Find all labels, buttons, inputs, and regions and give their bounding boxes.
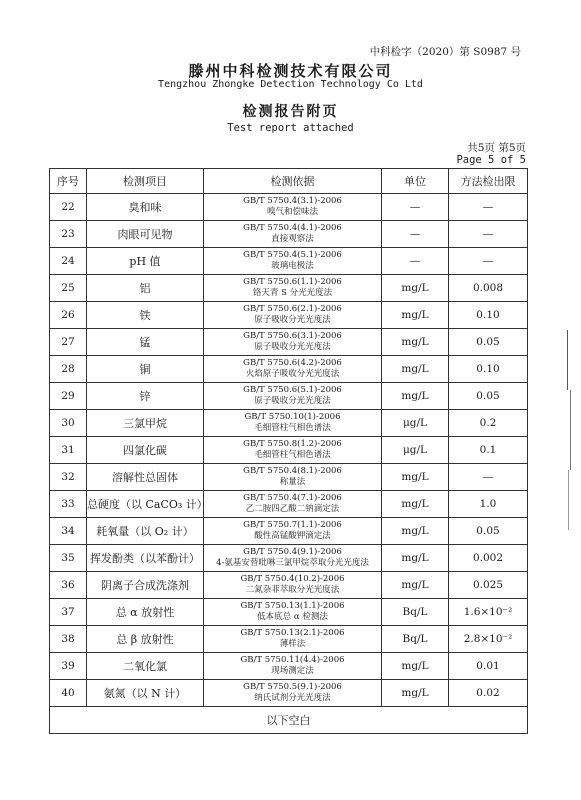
table-row xyxy=(50,248,528,275)
col-header-basis: 检测依据 xyxy=(204,169,382,194)
method-name: 毛细管柱气相色谱法 xyxy=(254,423,331,433)
company-name-en: Tengzhou Zhongke Detection Technology Co Ltd xyxy=(158,79,423,90)
test-basis xyxy=(204,410,382,437)
row-number: 27 xyxy=(50,329,87,356)
test-item: 氨氮（以 N 计） xyxy=(87,680,204,707)
method-name: 低本底总 α 检测法 xyxy=(257,612,328,622)
detection-limit: 0.01 xyxy=(449,653,528,680)
test-item: 挥发酚类（以苯酚计） xyxy=(87,545,204,572)
test-basis xyxy=(204,383,382,410)
row-number: 34 xyxy=(50,518,87,545)
table-body xyxy=(50,194,528,707)
row-number: 25 xyxy=(50,275,87,302)
row-number: 39 xyxy=(50,653,87,680)
table-row xyxy=(50,572,528,599)
detection-limit: 0.05 xyxy=(449,518,528,545)
method-name: 铬天青 S 分光光度法 xyxy=(252,288,333,298)
table-row xyxy=(50,329,528,356)
detection-limit: 1.6×10⁻² xyxy=(449,599,528,626)
row-number: 36 xyxy=(50,572,87,599)
row-number: 31 xyxy=(50,437,87,464)
table-row xyxy=(50,275,528,302)
test-basis xyxy=(204,248,382,275)
detection-limit: 0.05 xyxy=(449,329,528,356)
test-item: 锰 xyxy=(87,329,204,356)
standard-code: GB/T 5750.4(4.1)-2006 xyxy=(243,223,342,233)
unit: μg/L xyxy=(382,410,449,437)
standard-code: GB/T 5750.4(9.1)-2006 xyxy=(243,547,342,557)
unit: mg/L xyxy=(382,329,449,356)
standard-code: GB/T 5750.6(3.1)-2006 xyxy=(243,331,342,341)
test-basis xyxy=(204,680,382,707)
detection-limit: 0.02 xyxy=(449,680,528,707)
unit: mg/L xyxy=(382,518,449,545)
standard-code: GB/T 5750.11(4.4)-2006 xyxy=(240,655,345,665)
unit: mg/L xyxy=(382,275,449,302)
row-number: 35 xyxy=(50,545,87,572)
detection-limit: 0.025 xyxy=(449,572,528,599)
table-row xyxy=(50,437,528,464)
test-item: 铝 xyxy=(87,275,204,302)
table-row xyxy=(50,356,528,383)
test-item: 锌 xyxy=(87,383,204,410)
table-row xyxy=(50,302,528,329)
table-row xyxy=(50,464,528,491)
standard-code: GB/T 5750.13(2.1)-2006 xyxy=(240,628,345,638)
test-basis xyxy=(204,518,382,545)
standard-code: GB/T 5750.8(1.2)-2006 xyxy=(243,439,342,449)
col-header-no: 序号 xyxy=(50,169,87,194)
unit: Bq/L xyxy=(382,599,449,626)
test-item: 肉眼可见物 xyxy=(87,221,204,248)
method-name: 原子吸收分光光度法 xyxy=(254,396,331,406)
test-item: 溶解性总固体 xyxy=(87,464,204,491)
unit: mg/L xyxy=(382,383,449,410)
standard-code: GB/T 5750.7(1.1)-2006 xyxy=(243,520,342,530)
report-title-cn: 检测报告附页 xyxy=(242,104,339,120)
col-header-item: 检测项目 xyxy=(87,169,204,194)
page-indicator-en: Page 5 of 5 xyxy=(456,154,526,166)
test-basis xyxy=(204,275,382,302)
unit: mg/L xyxy=(382,491,449,518)
row-number: 22 xyxy=(50,194,87,221)
row-number: 30 xyxy=(50,410,87,437)
standard-code: GB/T 5750.4(3.1)-2006 xyxy=(243,196,342,206)
detection-limit: 2.8×10⁻² xyxy=(449,626,528,653)
unit: mg/L xyxy=(382,464,449,491)
report-title-en: Test report attached xyxy=(227,122,354,134)
unit: Bq/L xyxy=(382,626,449,653)
detection-limit: 0.2 xyxy=(449,410,528,437)
detection-limit: — xyxy=(449,464,528,491)
test-basis xyxy=(204,302,382,329)
test-item: 总 α 放射性 xyxy=(87,599,204,626)
test-item: 臭和味 xyxy=(87,194,204,221)
test-items-table xyxy=(49,168,528,734)
test-basis xyxy=(204,626,382,653)
table-row xyxy=(50,410,528,437)
test-basis xyxy=(204,194,382,221)
test-basis xyxy=(204,599,382,626)
method-name: 乙二胺四乙酸二钠滴定法 xyxy=(245,504,340,514)
test-item: 总硬度（以 CaCO₃ 计） xyxy=(87,491,204,518)
test-item: 四氯化碳 xyxy=(87,437,204,464)
test-basis xyxy=(204,221,382,248)
method-name: 原子吸收分光光度法 xyxy=(254,315,331,325)
standard-code: GB/T 5750.4(5.1)-2006 xyxy=(243,250,342,260)
standard-code: GB/T 5750.4(8.1)-2006 xyxy=(243,466,342,476)
unit: mg/L xyxy=(382,302,449,329)
unit: mg/L xyxy=(382,653,449,680)
test-item: 三氯甲烷 xyxy=(87,410,204,437)
detection-limit: 0.008 xyxy=(449,275,528,302)
table-row xyxy=(50,599,528,626)
standard-code: GB/T 5750.10(1)-2006 xyxy=(244,412,341,422)
test-item: 阴离子合成洗涤剂 xyxy=(87,572,204,599)
detection-limit: 1.0 xyxy=(449,491,528,518)
row-number: 37 xyxy=(50,599,87,626)
method-name: 嗅气和偿味法 xyxy=(266,207,318,217)
method-name: 玻璃电极法 xyxy=(271,261,314,271)
unit: μg/L xyxy=(382,437,449,464)
seam-stamp xyxy=(561,330,577,530)
test-item: pH 值 xyxy=(87,248,204,275)
unit: mg/L xyxy=(382,680,449,707)
detection-limit: 0.10 xyxy=(449,302,528,329)
unit: — xyxy=(382,194,449,221)
method-name: 火焰原子吸收分光光度法 xyxy=(245,369,340,379)
row-number: 32 xyxy=(50,464,87,491)
detection-limit: 0.10 xyxy=(449,356,528,383)
col-header-limit: 方法检出限 xyxy=(449,169,528,194)
row-number: 28 xyxy=(50,356,87,383)
test-basis xyxy=(204,545,382,572)
test-item: 二氧化氯 xyxy=(87,653,204,680)
table-row xyxy=(50,221,528,248)
report-number: 中科检字（2020）第 S0987 号 xyxy=(369,46,521,58)
row-number: 40 xyxy=(50,680,87,707)
detection-limit: — xyxy=(449,248,528,275)
row-number: 26 xyxy=(50,302,87,329)
detection-limit: 0.05 xyxy=(449,383,528,410)
row-number: 24 xyxy=(50,248,87,275)
row-number: 33 xyxy=(50,491,87,518)
table-row xyxy=(50,194,528,221)
unit: — xyxy=(382,248,449,275)
detection-limit: 0.1 xyxy=(449,437,528,464)
blank-note: 以下空白 xyxy=(50,707,528,734)
method-name: 毛细管柱气相色谱法 xyxy=(254,450,331,460)
detection-limit: — xyxy=(449,221,528,248)
test-basis xyxy=(204,464,382,491)
table-row xyxy=(50,680,528,707)
col-header-unit: 单位 xyxy=(382,169,449,194)
unit: mg/L xyxy=(382,356,449,383)
test-basis xyxy=(204,653,382,680)
row-number: 38 xyxy=(50,626,87,653)
method-name: 二氮杂菲萃取分光光度法 xyxy=(245,585,340,595)
blank-row xyxy=(50,707,528,734)
test-item: 耗氧量（以 O₂ 计） xyxy=(87,518,204,545)
method-name: 原子吸收分光光度法 xyxy=(254,342,331,352)
test-basis xyxy=(204,437,382,464)
table-row xyxy=(50,491,528,518)
test-item: 铁 xyxy=(87,302,204,329)
unit: mg/L xyxy=(382,572,449,599)
method-name: 称量法 xyxy=(279,477,306,487)
table-row xyxy=(50,653,528,680)
table-header-row xyxy=(50,169,528,194)
table-row xyxy=(50,545,528,572)
test-item: 总 β 放射性 xyxy=(87,626,204,653)
table-row xyxy=(50,383,528,410)
standard-code: GB/T 5750.4(7.1)-2006 xyxy=(243,493,342,503)
method-name: 现场测定法 xyxy=(271,666,314,676)
method-name: 酸性高锰酸钾滴定法 xyxy=(254,531,331,541)
test-item: 铜 xyxy=(87,356,204,383)
method-name: 纳氏试剂分光光度法 xyxy=(254,693,331,703)
detection-limit: — xyxy=(449,194,528,221)
test-basis xyxy=(204,491,382,518)
table-row xyxy=(50,518,528,545)
company-name-cn: 滕州中科检测技术有限公司 xyxy=(188,62,393,80)
standard-code: GB/T 5750.6(4.2)-2006 xyxy=(243,358,342,368)
row-number: 23 xyxy=(50,221,87,248)
method-name: 4-氨基安替吡啉三氯甲烷萃取分光光度法 xyxy=(216,558,369,568)
detection-limit: 0.002 xyxy=(449,545,528,572)
table-row xyxy=(50,626,528,653)
page-indicator-cn: 共5页 第5页 xyxy=(467,142,526,154)
standard-code: GB/T 5750.13(1.1)-2006 xyxy=(240,601,345,611)
method-name: 直接观察法 xyxy=(271,234,314,244)
method-name: 薄样法 xyxy=(279,639,306,649)
test-basis xyxy=(204,356,382,383)
standard-code: GB/T 5750.6(1.1)-2006 xyxy=(243,277,342,287)
test-basis xyxy=(204,329,382,356)
standard-code: GB/T 5750.4(10.2)-2006 xyxy=(240,574,345,584)
standard-code: GB/T 5750.5(9.1)-2006 xyxy=(243,682,342,692)
standard-code: GB/T 5750.6(5.1)-2006 xyxy=(243,385,342,395)
test-basis xyxy=(204,572,382,599)
unit: mg/L xyxy=(382,545,449,572)
standard-code: GB/T 5750.6(2.1)-2006 xyxy=(243,304,342,314)
row-number: 29 xyxy=(50,383,87,410)
unit: — xyxy=(382,221,449,248)
